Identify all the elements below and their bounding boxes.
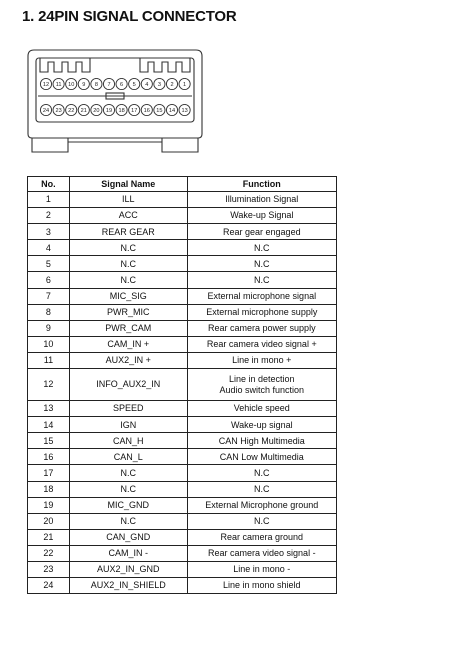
cell-signal: AUX2_IN_GND <box>69 561 187 577</box>
table-row <box>28 401 337 417</box>
cell-function <box>187 192 336 208</box>
table-row <box>28 304 337 320</box>
top-latch-right <box>140 58 190 72</box>
pin-row-top <box>40 78 190 89</box>
function-line: External microphone supply <box>206 307 318 318</box>
table-row <box>28 578 337 594</box>
cell-signal: N.C <box>69 465 187 481</box>
pin-label: 12 <box>42 82 50 89</box>
cell-function <box>187 513 336 529</box>
cell-no: 24 <box>28 578 70 594</box>
table-row <box>28 497 337 513</box>
cell-no: 14 <box>28 417 70 433</box>
table-row <box>28 352 337 368</box>
cell-function <box>187 272 336 288</box>
cell-function <box>187 449 336 465</box>
function-line: Line in detection <box>229 374 295 385</box>
cell-signal: AUX2_IN_SHIELD <box>69 578 187 594</box>
cell-function <box>187 208 336 224</box>
pin-label: 1 <box>183 82 187 89</box>
cell-no: 13 <box>28 401 70 417</box>
cell-function <box>187 240 336 256</box>
cell-no: 15 <box>28 433 70 449</box>
cell-no: 5 <box>28 256 70 272</box>
function-line: Rear camera video signal + <box>206 339 317 350</box>
cell-no: 21 <box>28 529 70 545</box>
cell-signal: MIC_GND <box>69 497 187 513</box>
table-row <box>28 449 337 465</box>
pin-label: 24 <box>42 108 50 115</box>
cell-signal: REAR GEAR <box>69 224 187 240</box>
cell-function <box>187 417 336 433</box>
pin-label: 19 <box>105 108 113 115</box>
table-row <box>28 288 337 304</box>
table-row <box>28 513 337 529</box>
function-line: External Microphone ground <box>205 499 319 510</box>
function-line: Line in mono - <box>233 564 291 575</box>
cell-function <box>187 320 336 336</box>
function-line: N.C <box>254 242 270 253</box>
function-line: N.C <box>254 483 270 494</box>
pin-label: 17 <box>131 108 138 115</box>
table-row <box>28 465 337 481</box>
table-row <box>28 481 337 497</box>
cell-no: 20 <box>28 513 70 529</box>
bottom-tab-right <box>162 138 198 152</box>
function-line: Rear gear engaged <box>223 226 301 237</box>
cell-function <box>187 256 336 272</box>
cell-signal: SPEED <box>69 401 187 417</box>
pin-label: 4 <box>145 82 149 89</box>
cell-signal: N.C <box>69 513 187 529</box>
table-row <box>28 417 337 433</box>
pin-label: 18 <box>118 108 125 115</box>
function-line: Wake-up signal <box>230 419 293 430</box>
cell-function <box>187 465 336 481</box>
table-row <box>28 529 337 545</box>
cell-no: 4 <box>28 240 70 256</box>
cell-function <box>187 288 336 304</box>
header-signal: Signal Name <box>69 177 187 192</box>
table-row <box>28 320 337 336</box>
table-row <box>28 256 337 272</box>
function-line: N.C <box>254 274 270 285</box>
cell-function <box>187 578 336 594</box>
cell-no: 9 <box>28 320 70 336</box>
pin-label: 8 <box>94 82 98 89</box>
pin-label: 14 <box>168 108 176 115</box>
function-line: N.C <box>254 258 270 269</box>
table-row <box>28 369 337 401</box>
cell-signal: N.C <box>69 256 187 272</box>
header-no: No. <box>28 177 70 192</box>
cell-signal: PWR_CAM <box>69 320 187 336</box>
cell-function <box>187 529 336 545</box>
table-row <box>28 545 337 561</box>
cell-signal: ILL <box>69 192 187 208</box>
cell-no: 1 <box>28 192 70 208</box>
table-row <box>28 433 337 449</box>
cell-signal: CAN_H <box>69 433 187 449</box>
function-line: N.C <box>254 467 270 478</box>
pin-label: 2 <box>170 82 174 89</box>
pin-label: 7 <box>107 82 111 89</box>
cell-signal: CAM_IN - <box>69 545 187 561</box>
cell-function <box>187 336 336 352</box>
cell-no: 10 <box>28 336 70 352</box>
cell-no: 19 <box>28 497 70 513</box>
function-line: External microphone signal <box>207 290 317 301</box>
cell-no: 8 <box>28 304 70 320</box>
table-row <box>28 192 337 208</box>
pin-label: 23 <box>55 108 62 115</box>
cell-no: 11 <box>28 352 70 368</box>
pin-label: 3 <box>157 82 161 89</box>
pin-label: 10 <box>68 82 75 89</box>
cell-function <box>187 352 336 368</box>
cell-function <box>187 561 336 577</box>
pin-label: 16 <box>143 108 150 115</box>
cell-no: 16 <box>28 449 70 465</box>
cell-signal: CAN_L <box>69 449 187 465</box>
table-row <box>28 336 337 352</box>
table-header-row <box>28 177 337 192</box>
function-line: CAN High Multimedia <box>218 435 305 446</box>
pin-label: 13 <box>181 108 188 115</box>
cell-signal: INFO_AUX2_IN <box>69 369 187 401</box>
cell-no: 23 <box>28 561 70 577</box>
cell-function <box>187 304 336 320</box>
function-line: Illumination Signal <box>225 194 299 205</box>
function-line: Rear camera power supply <box>208 323 316 334</box>
cell-function <box>187 369 336 401</box>
cell-signal: PWR_MIC <box>69 304 187 320</box>
cell-function <box>187 497 336 513</box>
pin-table <box>27 176 337 594</box>
cell-function <box>187 545 336 561</box>
pin-label: 11 <box>55 82 62 89</box>
function-line: Rear camera video signal - <box>208 548 316 559</box>
header-function: Function <box>187 177 336 192</box>
pin-label: 20 <box>93 108 100 115</box>
top-latch <box>40 58 90 72</box>
cell-function <box>187 401 336 417</box>
cell-no: 22 <box>28 545 70 561</box>
cell-no: 12 <box>28 369 70 401</box>
cell-signal: ACC <box>69 208 187 224</box>
cell-function <box>187 481 336 497</box>
function-line: Line in mono + <box>232 355 292 366</box>
bottom-tab-left <box>32 138 68 152</box>
cell-no: 17 <box>28 465 70 481</box>
function-line: Rear camera ground <box>220 532 304 543</box>
pin-label: 5 <box>132 82 136 89</box>
pin-row-bottom <box>40 104 190 115</box>
cell-no: 18 <box>28 481 70 497</box>
cell-signal: N.C <box>69 240 187 256</box>
cell-signal: MIC_SIG <box>69 288 187 304</box>
cell-signal: N.C <box>69 272 187 288</box>
table-row <box>28 272 337 288</box>
table-row <box>28 224 337 240</box>
cell-no: 2 <box>28 208 70 224</box>
table-row <box>28 561 337 577</box>
cell-signal: N.C <box>69 481 187 497</box>
cell-no: 3 <box>28 224 70 240</box>
function-line: Vehicle speed <box>233 403 290 414</box>
cell-function <box>187 224 336 240</box>
function-line: N.C <box>254 516 270 527</box>
cell-signal: CAM_IN + <box>69 336 187 352</box>
page-title: 1. 24PIN SIGNAL CONNECTOR <box>22 8 237 25</box>
cell-signal: IGN <box>69 417 187 433</box>
pin-label: 9 <box>82 82 86 89</box>
pin-label: 21 <box>80 108 87 115</box>
table-row <box>28 208 337 224</box>
function-line: Line in mono shield <box>223 580 301 591</box>
function-line: CAN Low Multimedia <box>219 451 304 462</box>
function-line: Audio switch function <box>219 384 305 395</box>
cell-no: 6 <box>28 272 70 288</box>
cell-no: 7 <box>28 288 70 304</box>
cell-function <box>187 433 336 449</box>
connector-diagram <box>24 46 206 156</box>
table-row <box>28 240 337 256</box>
cell-signal: AUX2_IN + <box>69 352 187 368</box>
pin-label: 15 <box>156 108 163 115</box>
function-line: Wake-up Signal <box>230 210 294 221</box>
pin-label: 22 <box>68 108 75 115</box>
pin-label: 6 <box>120 82 124 89</box>
cell-signal: CAN_GND <box>69 529 187 545</box>
